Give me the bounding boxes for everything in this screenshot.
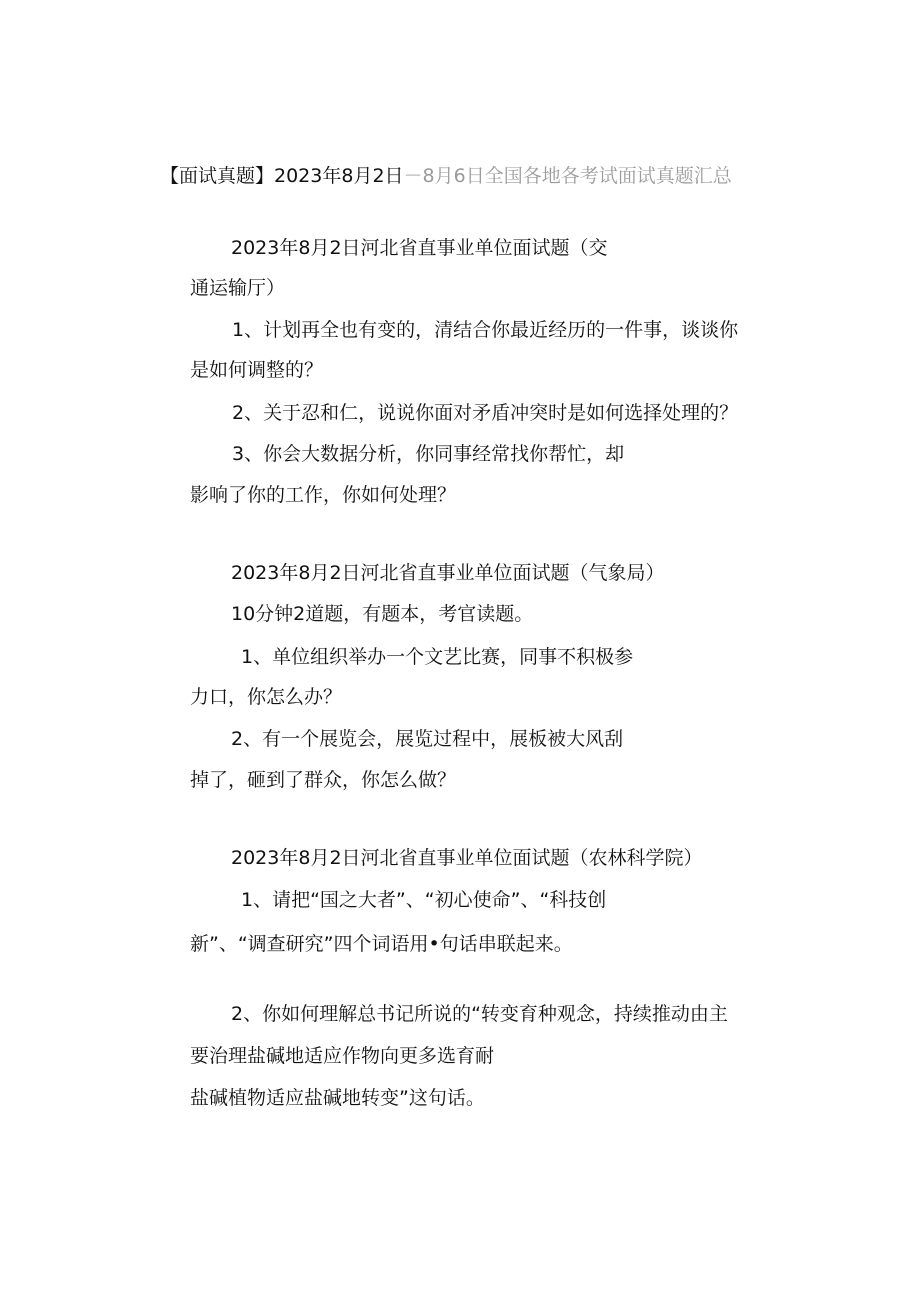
title-faded: －8月6日全国各地各考试面试真题汇总 [403, 165, 732, 187]
section2-q2-line1: 2、有一个展览会，展览过程中，展板被大风刮 [231, 728, 624, 750]
section2-q2-line2: 掉了，砸到了群众，你怎么做？ [190, 769, 457, 791]
section2-q1-line2: 力口，你怎么办？ [190, 686, 343, 708]
section3-q2-line1: 2、你如何理解总书记所说的“转变育种观念，持续推动由主 [231, 1003, 728, 1025]
section3-heading: 2023年8月2日河北省直事业单位面试题（农林科学院） [231, 847, 703, 869]
section3-q2-line2: 要治理盐碱地适应作物向更多选育耐 [190, 1045, 495, 1067]
document-title [160, 163, 732, 189]
section3-q1-line1: 1、请把“国之大者”、“初心使命”、“科技创 [241, 889, 607, 911]
section2-q1-line1: 1、单位组织举办一个文艺比赛，同事不积极参 [241, 646, 634, 668]
section1-heading-line1: 2023年8月2日河北省直事业单位面试题（交 [231, 237, 608, 259]
section2-heading: 2023年8月2日河北省直事业单位面试题（气象局） [231, 562, 665, 584]
section1-q3-line2: 影响了你的工作，你如何处理？ [190, 484, 457, 506]
section2-note: 10分钟2道题，有题本，考官读题。 [231, 603, 534, 625]
section1-q2: 2、关于忍和仁，说说你面对矛盾冲突时是如何选择处理的？ [232, 402, 739, 424]
section3-q2-line3: 盐碱植物适应盐碱地转变”这句话。 [190, 1087, 485, 1109]
section3-q1-line2: 新”、“调查研究”四个词语用•句话串联起来。 [190, 933, 573, 955]
title-main: 【面试真题】2023年8月2日 [160, 165, 404, 187]
section1-q3-line1: 3、你会大数据分析，你同事经常找你帮忙，却 [232, 443, 625, 465]
section1-heading-line2: 通运输厅） [190, 277, 286, 299]
section1-q1-line1: 1、计划再全也有变的，清结合你最近经历的一件事，谈谈你 [232, 319, 739, 341]
section1-q1-line2: 是如何调整的？ [190, 359, 324, 381]
